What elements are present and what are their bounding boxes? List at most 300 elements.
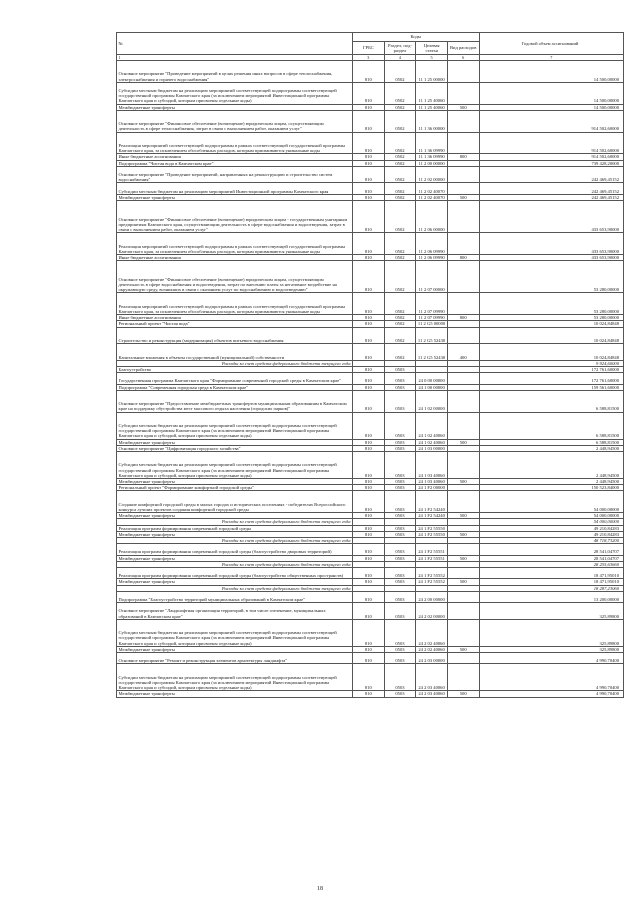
row-target-cell: 11 1 36 00000 bbox=[416, 110, 448, 132]
row-grbs-cell: 810 bbox=[353, 478, 385, 484]
row-name-cell: Создание комфортной городской среды в малых городах и исторических поселениях - победителях Всероссийского конкурса лучших проектов создания комфортной городской среды bbox=[117, 491, 353, 513]
row-name-cell: Иные бюджетные ассигнования bbox=[117, 315, 353, 321]
row-target-cell: 11 2 07 00000 bbox=[416, 261, 448, 293]
table-row bbox=[117, 390, 624, 412]
row-sum-cell: 10 024,84848 bbox=[479, 321, 624, 327]
row-sum-cell: 325,89800 bbox=[479, 619, 624, 646]
row-sum-cell: 54 000,00000 bbox=[479, 491, 624, 513]
row-type-cell bbox=[447, 390, 479, 412]
row-section-cell: 0503 bbox=[384, 544, 416, 555]
row-section-cell: 0502 bbox=[384, 154, 416, 160]
row-sum-cell: 159 561,60000 bbox=[479, 384, 624, 390]
row-grbs-cell: 810 bbox=[353, 366, 385, 372]
row-name-cell: Благоустройство bbox=[117, 366, 353, 372]
row-grbs-cell: 810 bbox=[353, 525, 385, 531]
row-grbs-cell: 810 bbox=[353, 373, 385, 384]
row-sum-cell: 242 469,45152 bbox=[479, 183, 624, 194]
row-sum-cell: 242 469,45152 bbox=[479, 194, 624, 200]
row-name-cell: Расходы за счет средств федерального бюджета текущего года bbox=[117, 360, 353, 366]
row-name-cell: Межбюджетные трансферты bbox=[117, 104, 353, 110]
row-sum-cell: 172 761,60000 bbox=[479, 366, 624, 372]
row-type-cell: 800 bbox=[447, 154, 479, 160]
row-type-cell bbox=[447, 412, 479, 439]
table-row bbox=[117, 82, 624, 104]
row-sum-cell: 28 541,04707 bbox=[479, 555, 624, 561]
row-section-cell: 0502 bbox=[384, 160, 416, 166]
row-grbs-cell: 810 bbox=[353, 82, 385, 104]
row-type-cell bbox=[447, 567, 479, 578]
row-grbs-cell: 810 bbox=[353, 132, 385, 154]
row-name-cell: Расходы за счет средств федерального бюджета текущего года bbox=[117, 519, 353, 525]
table-row bbox=[117, 652, 624, 663]
row-target-cell: 11 2 02 00000 bbox=[416, 166, 448, 183]
row-section-cell: 0502 bbox=[384, 321, 416, 327]
row-name-cell: Основное мероприятие "Ландшафтная организация территорий, в том числе озеленение, муниципальных образований в Камчатском крае" bbox=[117, 603, 353, 620]
row-type-cell bbox=[447, 82, 479, 104]
row-name-cell: Межбюджетные трансферты bbox=[117, 194, 353, 200]
row-section-cell: 0502 bbox=[384, 261, 416, 293]
table-row bbox=[117, 110, 624, 132]
row-target-cell: 24 1 F2 55552 bbox=[416, 579, 448, 585]
row-sum-cell: 14 500,00000 bbox=[479, 61, 624, 83]
row-section-cell: 0502 bbox=[384, 110, 416, 132]
row-grbs-cell: 810 bbox=[353, 327, 385, 344]
budget-table-body bbox=[117, 61, 624, 698]
table-row bbox=[117, 166, 624, 183]
row-name-cell: Реализация мероприятий соответствующей подпрограммы в рамках соответствующей государственной программы Камчатского края, за исключением обособленных расходов, которым присваиваются уникальные коды bbox=[117, 293, 353, 315]
row-section-cell: 0503 bbox=[384, 390, 416, 412]
row-grbs-cell: 810 bbox=[353, 110, 385, 132]
row-name-cell: Реализация мероприятий соответствующей подпрограммы в рамках соответствующей государственной программы Камчатского края, за исключением обособленных расходов, которым присваиваются уникальные коды bbox=[117, 132, 353, 154]
row-target-cell: 11 1 36 09990 bbox=[416, 132, 448, 154]
row-target-cell: 24 1 00 00000 bbox=[416, 384, 448, 390]
row-target-cell: 11 2 02 40070 bbox=[416, 183, 448, 194]
row-grbs-cell: 810 bbox=[353, 183, 385, 194]
row-grbs-cell: 810 bbox=[353, 321, 385, 327]
row-section-cell: 0503 bbox=[384, 619, 416, 646]
row-sum-cell: 914 502,60000 bbox=[479, 110, 624, 132]
row-sum-cell: 9 924,60000 bbox=[479, 360, 624, 366]
row-name-cell: Основное мероприятие "Проведение мероприятий, направленных на реконструкцию и строительство систем водоснабжения" bbox=[117, 166, 353, 183]
row-name-cell: Основное мероприятие "Цифровизация городского хозяйства" bbox=[117, 445, 353, 451]
row-type-cell: 500 bbox=[447, 478, 479, 484]
row-name-cell: Иные бюджетные ассигнования bbox=[117, 254, 353, 260]
table-row bbox=[117, 603, 624, 620]
row-sum-cell: 14 500,00000 bbox=[479, 104, 624, 110]
row-name-cell: Межбюджетные трансферты bbox=[117, 646, 353, 652]
row-type-cell bbox=[447, 664, 479, 691]
row-target-cell: 11 2 07 09990 bbox=[416, 293, 448, 315]
row-type-cell: 800 bbox=[447, 315, 479, 321]
row-grbs-cell: 810 bbox=[353, 166, 385, 183]
row-target-cell: 11 2 00 00000 bbox=[416, 160, 448, 166]
row-type-cell bbox=[447, 652, 479, 663]
row-sum-cell: 18 287,23060 bbox=[479, 585, 624, 591]
row-grbs-cell: 810 bbox=[353, 451, 385, 478]
row-grbs-cell: 810 bbox=[353, 567, 385, 578]
row-section-cell: 0502 bbox=[384, 183, 416, 194]
row-grbs-cell: 810 bbox=[353, 104, 385, 110]
row-name-cell: Основное мероприятие "Ремонт и реконструкция элементов архитектуры ландшафта" bbox=[117, 652, 353, 663]
col-header-section: Раздел, под-раздел bbox=[384, 42, 416, 55]
table-row bbox=[117, 491, 624, 513]
row-sum-cell: 53 280,00000 bbox=[479, 315, 624, 321]
row-grbs-cell: 810 bbox=[353, 579, 385, 585]
row-grbs-cell: 810 bbox=[353, 390, 385, 412]
col-header-sum: Годовой объем ассигнований bbox=[479, 33, 624, 55]
row-sum-cell: 48 718,73200 bbox=[479, 537, 624, 543]
col-num: 3 bbox=[353, 55, 385, 61]
row-section-cell: 0503 bbox=[384, 412, 416, 439]
row-target-cell: 11 1 36 09990 bbox=[416, 154, 448, 160]
row-section-cell: 0502 bbox=[384, 132, 416, 154]
row-target-cell: 11 2 02 40070 bbox=[416, 194, 448, 200]
col-header-target: Целевая статья bbox=[416, 42, 448, 55]
row-grbs-cell: 810 bbox=[353, 194, 385, 200]
row-section-cell: 0502 bbox=[384, 166, 416, 183]
row-target-cell: 11 1 25 00000 bbox=[416, 61, 448, 83]
table-row bbox=[117, 591, 624, 602]
row-section-cell: 0503 bbox=[384, 445, 416, 451]
row-sum-cell: 49 210,84283 bbox=[479, 525, 624, 531]
row-grbs-cell: 810 bbox=[353, 160, 385, 166]
row-target-cell: 24 1 03 00000 bbox=[416, 445, 448, 451]
table-row bbox=[117, 567, 624, 578]
row-section-cell: 0502 bbox=[384, 344, 416, 361]
col-num: 7 bbox=[479, 55, 624, 61]
row-type-cell: 500 bbox=[447, 691, 479, 697]
row-sum-cell: 54 000,00000 bbox=[479, 513, 624, 519]
page-number: 18 bbox=[317, 886, 323, 892]
table-row bbox=[117, 200, 624, 232]
row-section-cell: 0503 bbox=[384, 691, 416, 697]
row-name-cell: Расходы за счет средств федерального бюджета текущего года bbox=[117, 561, 353, 567]
row-target-cell: 11 2 06 00000 bbox=[416, 200, 448, 232]
row-target-cell: 24 2 02 00000 bbox=[416, 603, 448, 620]
table-row bbox=[117, 327, 624, 344]
row-grbs-cell: 810 bbox=[353, 154, 385, 160]
row-section-cell: 0503 bbox=[384, 579, 416, 585]
row-sum-cell: 2 448,94500 bbox=[479, 451, 624, 478]
row-section-cell: 0503 bbox=[384, 646, 416, 652]
budget-table bbox=[116, 32, 624, 698]
row-name-cell: Субсидии местным бюджетам на реализацию мероприятий соответствующей подпрограммы соответствующей государственной программы Камчатского края (за исключением мероприятий Инвестиционной программы Камчатского края и субсидий, которым присвоены отдельные коды) bbox=[117, 82, 353, 104]
row-section-cell: 0502 bbox=[384, 82, 416, 104]
row-target-cell: 24 1 F2 55550 bbox=[416, 531, 448, 537]
row-section-cell: 0503 bbox=[384, 478, 416, 484]
row-grbs-cell: 810 bbox=[353, 591, 385, 602]
row-name-cell: Субсидии местным бюджетам на реализацию мероприятий соответствующей подпрограммы соответствующей государственной программы Камчатского края (за исключением мероприятий Инвестиционной программы Камчатского края и субсидий, которым присвоены отдельные коды) bbox=[117, 451, 353, 478]
row-type-cell: 500 bbox=[447, 531, 479, 537]
row-name-cell: Подпрограмма "Современная городская среда в Камчатском крае" bbox=[117, 384, 353, 390]
row-type-cell bbox=[447, 200, 479, 232]
row-name-cell: Подпрограмма "Чистая вода в Камчатском крае" bbox=[117, 160, 353, 166]
row-name-cell: Межбюджетные трансферты bbox=[117, 439, 353, 445]
row-name-cell: Основное мероприятие "Предоставление межбюджетных трансфертов муниципальным образованиям в Камчатском крае на поддержку обустройства мест массового отдыха населения (городских парков)" bbox=[117, 390, 353, 412]
row-name-cell: Межбюджетные трансферты bbox=[117, 478, 353, 484]
row-sum-cell: 242 469,45152 bbox=[479, 166, 624, 183]
row-name-cell: Основное мероприятие "Финансовое обеспечение (возмещение) юридическим лицам, осуществляющим деятельность в сфере теплоснабжения, затрат в связи с выполнением работ, оказанием услуг" bbox=[117, 110, 353, 132]
row-grbs-cell: 810 bbox=[353, 485, 385, 491]
row-target-cell: 24 1 F2 55551 bbox=[416, 555, 448, 561]
row-name-cell: Субсидии местным бюджетам на реализацию мероприятий соответствующей подпрограммы соответствующей государственной программы Камчатского края (за исключением мероприятий Инвестиционной программы Камчатского края и субсидий, которым присвоены отдельные коды) bbox=[117, 664, 353, 691]
row-section-cell: 0503 bbox=[384, 525, 416, 531]
row-section-cell: 0503 bbox=[384, 373, 416, 384]
row-target-cell: 11 1 25 40060 bbox=[416, 82, 448, 104]
row-type-cell bbox=[447, 491, 479, 513]
row-target-cell: 11 2 06 09990 bbox=[416, 233, 448, 255]
row-type-cell bbox=[447, 110, 479, 132]
row-section-cell: 0503 bbox=[384, 491, 416, 513]
row-section-cell: 0502 bbox=[384, 315, 416, 321]
col-header-type: Вид расходов bbox=[447, 42, 479, 55]
row-type-cell bbox=[447, 451, 479, 478]
col-header-codes: Коды bbox=[353, 33, 480, 42]
row-target-cell: 24 2 03 40060 bbox=[416, 691, 448, 697]
row-target-cell: 24 1 F2 54240 bbox=[416, 491, 448, 513]
row-type-cell bbox=[447, 373, 479, 384]
row-sum-cell: 739 428,20000 bbox=[479, 160, 624, 166]
row-name-cell: Региональный проект "Формирование комфортной городской среды" bbox=[117, 485, 353, 491]
row-type-cell bbox=[447, 132, 479, 154]
row-target-cell: 24 1 03 40060 bbox=[416, 451, 448, 478]
row-name-cell: Государственная программа Камчатского края "Формирование современной городской среды в Камчатском крае" bbox=[117, 373, 353, 384]
row-target-cell: 24 1 F2 00000 bbox=[416, 485, 448, 491]
row-name-cell: Основное мероприятие "Финансовое обеспечение (возмещение) юридическим лицам - государственным унитарным предприятиям Камчатского края, осуществляющим деятельность в сфере водоснабжения и водоотведения, затрат в связи с выполнением работ, оказанием услуг" bbox=[117, 200, 353, 232]
row-sum-cell: 6 588,81500 bbox=[479, 390, 624, 412]
row-grbs-cell: 810 bbox=[353, 315, 385, 321]
row-target-cell: 24 1 02 40060 bbox=[416, 439, 448, 445]
row-section-cell: 0503 bbox=[384, 603, 416, 620]
row-section-cell: 0502 bbox=[384, 327, 416, 344]
row-sum-cell: 2 448,94500 bbox=[479, 478, 624, 484]
row-target-cell: 24 1 F2 55552 bbox=[416, 567, 448, 578]
row-grbs-cell: 810 bbox=[353, 531, 385, 537]
row-grbs-cell: 810 bbox=[353, 691, 385, 697]
row-name-cell: Расходы за счет средств федерального бюджета текущего года bbox=[117, 585, 353, 591]
row-name-cell: Реализация программ формирования современной городской среды bbox=[117, 525, 353, 531]
col-num: 1 bbox=[117, 55, 353, 61]
row-type-cell bbox=[447, 603, 479, 620]
row-name-cell: Межбюджетные трансферты bbox=[117, 531, 353, 537]
table-row bbox=[117, 183, 624, 194]
row-type-cell bbox=[447, 261, 479, 293]
row-target-cell: 24 1 02 00000 bbox=[416, 390, 448, 412]
row-grbs-cell: 810 bbox=[353, 555, 385, 561]
row-type-cell: 500 bbox=[447, 646, 479, 652]
row-section-cell: 0503 bbox=[384, 439, 416, 445]
row-grbs-cell: 810 bbox=[353, 603, 385, 620]
table-row bbox=[117, 664, 624, 691]
table-row bbox=[117, 373, 624, 384]
row-name-cell: Иные бюджетные ассигнования bbox=[117, 154, 353, 160]
row-type-cell: 500 bbox=[447, 104, 479, 110]
row-sum-cell: 325,89800 bbox=[479, 646, 624, 652]
row-target-cell: 24 0 00 00000 bbox=[416, 373, 448, 384]
row-sum-cell: 28 541,04707 bbox=[479, 544, 624, 555]
row-section-cell: 0503 bbox=[384, 485, 416, 491]
row-sum-cell: 53 280,00000 bbox=[479, 261, 624, 293]
row-type-cell bbox=[447, 61, 479, 83]
row-target-cell: 11 2 G5 52430 bbox=[416, 327, 448, 344]
row-grbs-cell: 810 bbox=[353, 544, 385, 555]
row-target-cell: 11 2 06 09990 bbox=[416, 254, 448, 260]
row-sum-cell: 172 761,60000 bbox=[479, 373, 624, 384]
row-grbs-cell: 810 bbox=[353, 344, 385, 361]
row-type-cell: 500 bbox=[447, 194, 479, 200]
row-grbs-cell: 810 bbox=[353, 261, 385, 293]
row-grbs-cell: 810 bbox=[353, 664, 385, 691]
row-sum-cell: 53 280,00000 bbox=[479, 293, 624, 315]
row-sum-cell: 10 024,84848 bbox=[479, 344, 624, 361]
row-name-cell: Региональный проект "Чистая вода" bbox=[117, 321, 353, 327]
row-grbs-cell: 810 bbox=[353, 619, 385, 646]
row-target-cell: 11 1 25 40060 bbox=[416, 104, 448, 110]
row-type-cell: 400 bbox=[447, 344, 479, 361]
budget-table-sheet bbox=[116, 32, 624, 698]
row-type-cell bbox=[447, 619, 479, 646]
row-name-cell: Реализация программ формирования современной городской среды (благоустройство дворовых территорий) bbox=[117, 544, 353, 555]
row-sum-cell: 433 653,90000 bbox=[479, 233, 624, 255]
row-type-cell: 500 bbox=[447, 579, 479, 585]
row-sum-cell: 433 653,90000 bbox=[479, 254, 624, 260]
row-sum-cell: 914 502,60000 bbox=[479, 154, 624, 160]
row-target-cell: 24 2 00 00000 bbox=[416, 591, 448, 602]
row-grbs-cell: 810 bbox=[353, 513, 385, 519]
row-target-cell: 24 1 02 40060 bbox=[416, 412, 448, 439]
row-type-cell bbox=[447, 233, 479, 255]
row-type-cell: 500 bbox=[447, 555, 479, 561]
row-target-cell: 11 2 G5 00000 bbox=[416, 321, 448, 327]
row-sum-cell: 2 448,94500 bbox=[479, 445, 624, 451]
table-row bbox=[117, 412, 624, 439]
row-type-cell bbox=[447, 293, 479, 315]
row-grbs-cell: 810 bbox=[353, 652, 385, 663]
row-target-cell: 24 2 03 00000 bbox=[416, 652, 448, 663]
row-sum-cell: 6 588,81500 bbox=[479, 412, 624, 439]
row-target-cell: 24 1 F2 54240 bbox=[416, 513, 448, 519]
row-sum-cell: 433 653,90000 bbox=[479, 200, 624, 232]
row-section-cell: 0502 bbox=[384, 104, 416, 110]
table-row bbox=[117, 344, 624, 361]
table-row bbox=[117, 261, 624, 293]
table-row bbox=[117, 451, 624, 478]
row-name-cell: Расходы за счет средств федерального бюджета текущего года bbox=[117, 537, 353, 543]
row-section-cell: 0503 bbox=[384, 513, 416, 519]
row-section-cell: 0502 bbox=[384, 233, 416, 255]
row-type-cell bbox=[447, 544, 479, 555]
row-sum-cell: 28 255,63660 bbox=[479, 561, 624, 567]
row-target-cell: 24 1 F2 55550 bbox=[416, 525, 448, 531]
row-section-cell: 0503 bbox=[384, 451, 416, 478]
row-sum-cell: 914 502,60000 bbox=[479, 132, 624, 154]
row-section-cell: 0503 bbox=[384, 652, 416, 663]
col-header-number: № bbox=[117, 33, 353, 55]
row-grbs-cell: 810 bbox=[353, 254, 385, 260]
table-row bbox=[117, 61, 624, 83]
row-target-cell: 11 2 G5 52430 bbox=[416, 344, 448, 361]
row-name-cell: Субсидии местным бюджетам на реализацию мероприятий соответствующей подпрограммы соответствующей государственной программы Камчатского края (за исключением мероприятий Инвестиционной программы Камчатского края и субсидий, которым присвоены отдельные коды) bbox=[117, 412, 353, 439]
row-name-cell: Субсидии местным бюджетам на реализацию мероприятий Инвестиционной программы Камчатского края bbox=[117, 183, 353, 194]
row-section-cell: 0503 bbox=[384, 567, 416, 578]
row-name-cell: Межбюджетные трансферты bbox=[117, 691, 353, 697]
row-target-cell: 24 1 03 40060 bbox=[416, 478, 448, 484]
table-row bbox=[117, 132, 624, 154]
row-type-cell bbox=[447, 591, 479, 602]
row-sum-cell: 14 500,00000 bbox=[479, 82, 624, 104]
table-row bbox=[117, 544, 624, 555]
row-name-cell: Реализация мероприятий соответствующей подпрограммы в рамках соответствующей государственной программы Камчатского края, за исключением обособленных расходов, которым присваиваются уникальные коды bbox=[117, 233, 353, 255]
row-sum-cell: 10 024,84848 bbox=[479, 327, 624, 344]
row-name-cell: Подпрограмма "Благоустройство территорий муниципальных образований в Камчатском крае" bbox=[117, 591, 353, 602]
table-row bbox=[117, 619, 624, 646]
row-sum-cell: 4 990,70400 bbox=[479, 652, 624, 663]
row-sum-cell: 54 000,00000 bbox=[479, 519, 624, 525]
row-name-cell: Межбюджетные трансферты bbox=[117, 513, 353, 519]
row-target-cell: 24 1 F2 55551 bbox=[416, 544, 448, 555]
row-target-cell: 24 2 02 40060 bbox=[416, 619, 448, 646]
table-row bbox=[117, 233, 624, 255]
row-sum-cell: 4 990,70400 bbox=[479, 664, 624, 691]
row-grbs-cell: 810 bbox=[353, 646, 385, 652]
row-grbs-cell: 810 bbox=[353, 384, 385, 390]
row-sum-cell: 18 471,95010 bbox=[479, 567, 624, 578]
row-name-cell: Основное мероприятие "Проведение мероприятий в целях решения иных вопросов в сфере теплоснабжения, электроснабжения и горячего водоснабжения" bbox=[117, 61, 353, 83]
row-sum-cell: 18 471,95010 bbox=[479, 579, 624, 585]
row-section-cell: 0503 bbox=[384, 555, 416, 561]
table-row bbox=[117, 293, 624, 315]
col-num: 6 bbox=[447, 55, 479, 61]
row-grbs-cell: 810 bbox=[353, 491, 385, 513]
row-target-cell: 24 2 03 40060 bbox=[416, 664, 448, 691]
row-target-cell: 24 2 02 40060 bbox=[416, 646, 448, 652]
row-sum-cell: 150 523,84000 bbox=[479, 485, 624, 491]
row-name-cell: Основное мероприятие "Финансовое обеспечение (возмещение) юридическим лицам, осуществляющим деятельность в сфере водоснабжения и водоотведения, затрат по внесению платы за негативное воздействие на окружающую среду, возникших в связи с оказанием услуг по водоснабжению и водоотведению" bbox=[117, 261, 353, 293]
row-section-cell: 0503 bbox=[384, 366, 416, 372]
row-sum-cell: 13 200,00000 bbox=[479, 591, 624, 602]
row-grbs-cell: 810 bbox=[353, 233, 385, 255]
row-section-cell: 0502 bbox=[384, 254, 416, 260]
row-section-cell: 0503 bbox=[384, 591, 416, 602]
row-sum-cell: 4 990,70400 bbox=[479, 691, 624, 697]
row-grbs-cell: 810 bbox=[353, 293, 385, 315]
row-target-cell: 11 2 07 09990 bbox=[416, 315, 448, 321]
row-grbs-cell: 810 bbox=[353, 200, 385, 232]
row-name-cell: Межбюджетные трансферты bbox=[117, 555, 353, 561]
row-sum-cell: 6 588,81500 bbox=[479, 439, 624, 445]
row-sum-cell: 49 210,84283 bbox=[479, 531, 624, 537]
row-section-cell: 0503 bbox=[384, 531, 416, 537]
table-row bbox=[117, 691, 624, 697]
row-sum-cell: 325,89800 bbox=[479, 603, 624, 620]
row-type-cell bbox=[447, 327, 479, 344]
col-num: 4 bbox=[384, 55, 416, 61]
row-grbs-cell: 810 bbox=[353, 61, 385, 83]
row-type-cell: 800 bbox=[447, 254, 479, 260]
row-name-cell: Реализация программ формирования современной городской среды (благоустройство общественных пространств) bbox=[117, 567, 353, 578]
row-section-cell: 0502 bbox=[384, 200, 416, 232]
row-name-cell: Межбюджетные трансферты bbox=[117, 579, 353, 585]
col-num: 5 bbox=[416, 55, 448, 61]
row-name-cell: Капитальные вложения в объекты государственной (муниципальной) собственности bbox=[117, 344, 353, 361]
row-type-cell: 500 bbox=[447, 513, 479, 519]
row-section-cell: 0502 bbox=[384, 293, 416, 315]
row-type-cell bbox=[447, 166, 479, 183]
row-name-cell: Строительство и реконструкция (модернизация) объектов питьевого водоснабжения bbox=[117, 327, 353, 344]
col-header-grbs: ГРБС bbox=[353, 42, 385, 55]
row-type-cell: 500 bbox=[447, 439, 479, 445]
row-section-cell: 0503 bbox=[384, 664, 416, 691]
